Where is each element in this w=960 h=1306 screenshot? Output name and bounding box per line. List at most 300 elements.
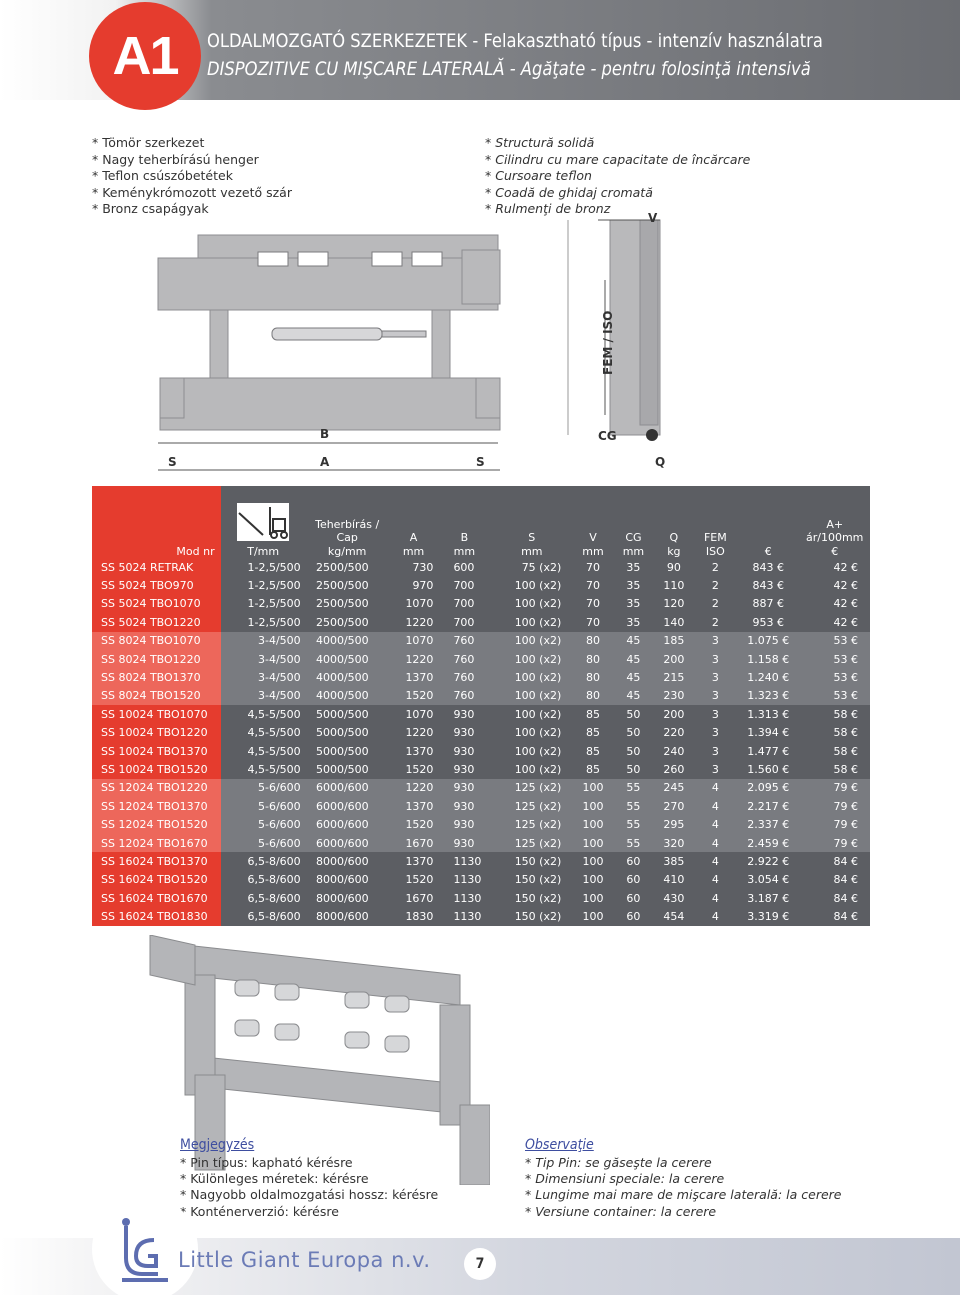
table-cell: 4000/500: [315, 689, 369, 703]
table-cell: 35: [626, 597, 641, 611]
table-cell: 80: [585, 634, 600, 648]
label-b: B: [320, 427, 330, 441]
table-cell: 50: [626, 762, 641, 776]
table-cell: 45: [626, 652, 641, 666]
table-cell: 35: [626, 615, 641, 629]
table-cell: SS 16024 TBO1670: [92, 889, 221, 907]
table-cell: 90: [666, 560, 681, 574]
feature-ro-item: * Cursoare teflon: [485, 168, 750, 185]
table-row: [92, 650, 870, 668]
table-cell: 1670: [405, 891, 434, 905]
table-cell: 1.394 €: [747, 726, 790, 740]
table-cell: 4000/500: [315, 634, 369, 648]
table-cell: 100 (x2): [514, 671, 562, 685]
table-cell: 35: [626, 560, 641, 574]
table-cell: SS 16024 TBO1370: [92, 852, 221, 870]
table-cell: 3-4/500: [258, 689, 301, 703]
col-header-t: T/mm: [221, 486, 306, 558]
table-cell: 8000/600: [315, 891, 369, 905]
col-header-q: Q kg: [654, 486, 693, 558]
table-cell: 42 €: [833, 615, 858, 629]
table-cell: 2.459 €: [747, 836, 790, 850]
notes-ro-title: Observaţie: [525, 1137, 594, 1153]
table-cell: 100: [582, 818, 604, 832]
table-cell: 1.323 €: [747, 689, 790, 703]
page-number: 7: [464, 1248, 496, 1280]
note-hu-item: * Pin típus: kapható kérésre: [180, 1155, 438, 1171]
notes-ro-list: [525, 1155, 841, 1220]
table-cell: 5-6/600: [258, 781, 301, 795]
table-cell: 6,5-8/600: [247, 873, 301, 887]
feature-ro-item: * Cilindru cu mare capacitate de încărcare: [485, 152, 750, 169]
table-cell: 1670: [405, 836, 434, 850]
table-cell: 410: [663, 873, 685, 887]
note-ro-item: * Tip Pin: se găseşte la cerere: [525, 1155, 841, 1171]
table-cell: 75 (x2): [521, 560, 562, 574]
table-cell: 930: [453, 836, 475, 850]
table-cell: 125 (x2): [514, 781, 562, 795]
table-cell: 100: [582, 781, 604, 795]
table-cell: SS 12024 TBO1370: [92, 797, 221, 815]
table-row: [92, 779, 870, 797]
table-cell: 85: [585, 707, 600, 721]
table-cell: 110: [663, 579, 685, 593]
table-cell: 8000/600: [315, 873, 369, 887]
table-cell: 1520: [405, 873, 434, 887]
table-row: [92, 742, 870, 760]
label-fem-iso: FEM / ISO: [601, 310, 615, 375]
table-cell: SS 5024 TBO970: [92, 576, 221, 594]
table-cell: 42 €: [833, 560, 858, 574]
notes-ro: [525, 1137, 841, 1220]
table-cell: 1.313 €: [747, 707, 790, 721]
table-cell: 5000/500: [315, 707, 369, 721]
col-header-price: €: [737, 486, 799, 558]
label-v: V: [648, 211, 658, 225]
table-cell: 45: [626, 689, 641, 703]
table-cell: 3.319 €: [747, 910, 790, 924]
table-cell: 2: [711, 579, 719, 593]
table-cell: 185: [663, 634, 685, 648]
table-cell: 3-4/500: [258, 652, 301, 666]
table-cell: 1.240 €: [747, 671, 790, 685]
label-cg: CG: [598, 429, 617, 443]
table-cell: 1370: [405, 799, 434, 813]
table-cell: 5-6/600: [258, 818, 301, 832]
feature-hu-item: * Bronz csapágyak: [92, 201, 292, 218]
table-cell: 1-2,5/500: [247, 579, 301, 593]
table-cell: SS 5024 TBO1220: [92, 613, 221, 631]
table-cell: 4: [711, 873, 719, 887]
table-cell: 1520: [405, 818, 434, 832]
table-cell: 125 (x2): [514, 818, 562, 832]
table-cell: 6,5-8/600: [247, 891, 301, 905]
table-cell: 4: [711, 836, 719, 850]
feature-hu-item: * Tömör szerkezet: [92, 135, 292, 152]
feature-hu-item: * Keménykrómozott vezető szár: [92, 185, 292, 202]
table-cell: 730: [412, 560, 434, 574]
table-row: [92, 760, 870, 778]
table-cell: 70: [585, 615, 600, 629]
label-s-right: S: [476, 455, 485, 469]
technical-drawing: [150, 210, 850, 480]
note-ro-item: * Versiune container: la cerere: [525, 1204, 841, 1220]
table-row: [92, 558, 870, 576]
table-cell: 1220: [405, 781, 434, 795]
table-cell: 100 (x2): [514, 762, 562, 776]
table-cell: 930: [453, 781, 475, 795]
table-row: [92, 871, 870, 889]
table-cell: 79 €: [833, 836, 858, 850]
table-cell: 100 (x2): [514, 579, 562, 593]
table-cell: 1220: [405, 726, 434, 740]
features-ro: [485, 135, 750, 218]
table-cell: SS 10024 TBO1220: [92, 724, 221, 742]
table-cell: 5000/500: [315, 744, 369, 758]
table-row: [92, 576, 870, 594]
table-cell: 150 (x2): [514, 854, 562, 868]
table-cell: 1220: [405, 615, 434, 629]
table-cell: 1070: [405, 707, 434, 721]
table-cell: 2500/500: [315, 597, 369, 611]
table-cell: 4: [711, 891, 719, 905]
col-header-s: S mm: [490, 486, 573, 558]
table-cell: SS 16024 TBO1520: [92, 871, 221, 889]
table-cell: 4: [711, 799, 719, 813]
table-cell: 4: [711, 781, 719, 795]
table-cell: SS 5024 RETRAK: [92, 558, 221, 576]
table-cell: 930: [453, 707, 475, 721]
table-cell: 1370: [405, 671, 434, 685]
table-cell: 760: [453, 671, 475, 685]
feature-ro-item: * Coadă de ghidaj cromată: [485, 185, 750, 202]
table-cell: 1070: [405, 634, 434, 648]
table-cell: 1070: [405, 597, 434, 611]
col-header-b: B mm: [438, 486, 490, 558]
table-cell: SS 10024 TBO1370: [92, 742, 221, 760]
col-header-model: Mod nr: [92, 486, 221, 558]
table-cell: 385: [663, 854, 685, 868]
table-cell: 4,5-5/500: [247, 744, 301, 758]
table-cell: 3: [711, 652, 719, 666]
page-title-ro: DISPOZITIVE CU MIŞCARE LATERALĂ - Agăţate - pentru folosinţă intensivă: [207, 58, 811, 80]
table-cell: SS 10024 TBO1070: [92, 705, 221, 723]
table-cell: 3-4/500: [258, 634, 301, 648]
table-cell: 760: [453, 652, 475, 666]
table-cell: 3: [711, 671, 719, 685]
table-cell: 53 €: [833, 689, 858, 703]
table-cell: 150 (x2): [514, 891, 562, 905]
feature-hu-item: * Teflon csúszóbetétek: [92, 168, 292, 185]
table-cell: SS 12024 TBO1520: [92, 815, 221, 833]
table-cell: 200: [663, 652, 685, 666]
table-cell: 4000/500: [315, 671, 369, 685]
table-header-row: [92, 486, 870, 558]
table-cell: SS 8024 TBO1220: [92, 650, 221, 668]
table-cell: 42 €: [833, 597, 858, 611]
table-cell: SS 12024 TBO1220: [92, 779, 221, 797]
col-header-capacity: Teherbírás / Cap kg/mm: [306, 486, 389, 558]
table-cell: 1370: [405, 854, 434, 868]
table-cell: 215: [663, 671, 685, 685]
label-a: A: [320, 455, 330, 469]
table-cell: 295: [663, 818, 685, 832]
table-cell: 3: [711, 744, 719, 758]
table-cell: 1130: [453, 910, 482, 924]
table-cell: 100: [582, 854, 604, 868]
notes-hu: [180, 1137, 438, 1220]
table-cell: 430: [663, 891, 685, 905]
table-cell: 150 (x2): [514, 873, 562, 887]
table-cell: 1130: [453, 873, 482, 887]
table-cell: 1-2,5/500: [247, 615, 301, 629]
table-cell: 80: [585, 671, 600, 685]
table-cell: 700: [453, 579, 475, 593]
col-header-price-per-100mm: A+ ár/100mm €: [799, 486, 870, 558]
table-cell: 4,5-5/500: [247, 707, 301, 721]
table-cell: 125 (x2): [514, 836, 562, 850]
table-cell: 843 €: [752, 560, 784, 574]
table-cell: 2: [711, 560, 719, 574]
table-cell: 58 €: [833, 744, 858, 758]
table-cell: 700: [453, 597, 475, 611]
table-cell: 1-2,5/500: [247, 597, 301, 611]
table-cell: 887 €: [752, 597, 784, 611]
label-q: Q: [655, 455, 666, 469]
table-cell: 55: [626, 818, 641, 832]
col-header-a: A mm: [389, 486, 439, 558]
company-name: Little Giant Europa n.v.: [178, 1248, 431, 1272]
table-cell: 100: [582, 799, 604, 813]
note-hu-item: * Konténerverzió: kérésre: [180, 1204, 438, 1220]
table-row: [92, 907, 870, 925]
table-cell: 79 €: [833, 818, 858, 832]
table-cell: 240: [663, 744, 685, 758]
label-s-left: S: [168, 455, 177, 469]
notes-hu-title: Megjegyzés: [180, 1137, 255, 1153]
page-title-hu: OLDALMOZGATÓ SZERKEZETEK - Felakasztható típus - intenzív használatra: [207, 30, 823, 52]
table-cell: 35: [626, 579, 641, 593]
table-cell: 53 €: [833, 671, 858, 685]
table-cell: 6000/600: [315, 799, 369, 813]
table-cell: 1130: [453, 891, 482, 905]
table-cell: 5-6/600: [258, 799, 301, 813]
table-cell: SS 8024 TBO1370: [92, 668, 221, 686]
table-cell: 58 €: [833, 726, 858, 740]
table-cell: 79 €: [833, 781, 858, 795]
table-cell: 100 (x2): [514, 597, 562, 611]
feature-hu-item: * Nagy teherbírású henger: [92, 152, 292, 169]
table-cell: 230: [663, 689, 685, 703]
table-cell: 930: [453, 762, 475, 776]
table-cell: SS 10024 TBO1520: [92, 760, 221, 778]
table-cell: 100: [582, 891, 604, 905]
table-cell: 120: [663, 597, 685, 611]
table-cell: 4000/500: [315, 652, 369, 666]
table-cell: 100 (x2): [514, 634, 562, 648]
table-cell: 5000/500: [315, 762, 369, 776]
table-cell: 1370: [405, 744, 434, 758]
table-cell: 60: [626, 891, 641, 905]
table-cell: 1-2,5/500: [247, 560, 301, 574]
table-cell: 100 (x2): [514, 726, 562, 740]
table-cell: 245: [663, 781, 685, 795]
note-hu-item: * Különleges méretek: kérésre: [180, 1171, 438, 1187]
feature-ro-item: * Structură solidă: [485, 135, 750, 152]
table-cell: 80: [585, 652, 600, 666]
table-cell: 260: [663, 762, 685, 776]
feature-ro-item: * Rulmenţi de bronz: [485, 201, 750, 218]
table-cell: 5-6/600: [258, 836, 301, 850]
table-cell: 3-4/500: [258, 671, 301, 685]
table-cell: 84 €: [833, 910, 858, 924]
features-hu: [92, 135, 292, 218]
table-cell: 100 (x2): [514, 615, 562, 629]
table-cell: 80: [585, 689, 600, 703]
table-cell: 1130: [453, 854, 482, 868]
section-badge: A1: [89, 2, 201, 110]
table-row: [92, 613, 870, 631]
table-cell: 53 €: [833, 634, 858, 648]
table-cell: 6000/600: [315, 781, 369, 795]
table-cell: 4: [711, 818, 719, 832]
table-cell: 1520: [405, 689, 434, 703]
table-cell: 3: [711, 634, 719, 648]
table-cell: 930: [453, 744, 475, 758]
table-cell: 100: [582, 873, 604, 887]
table-cell: 4,5-5/500: [247, 762, 301, 776]
table-cell: 2.217 €: [747, 799, 790, 813]
table-cell: 60: [626, 873, 641, 887]
table-cell: 2: [711, 615, 719, 629]
table-cell: 85: [585, 762, 600, 776]
table-cell: 2.922 €: [747, 854, 790, 868]
table-cell: SS 8024 TBO1520: [92, 687, 221, 705]
table-cell: 1830: [405, 910, 434, 924]
table-cell: 100: [582, 836, 604, 850]
table-cell: 4,5-5/500: [247, 726, 301, 740]
table-cell: 50: [626, 726, 641, 740]
table-cell: 220: [663, 726, 685, 740]
table-cell: 58 €: [833, 707, 858, 721]
table-cell: 320: [663, 836, 685, 850]
table-cell: 1.075 €: [747, 634, 790, 648]
notes-hu-list: [180, 1155, 438, 1220]
center-of-gravity-icon: [646, 429, 658, 441]
table-cell: 1.477 €: [747, 744, 790, 758]
table-cell: 5000/500: [315, 726, 369, 740]
table-row: [92, 797, 870, 815]
table-cell: SS 5024 TBO1070: [92, 595, 221, 613]
table-cell: 930: [453, 726, 475, 740]
table-cell: 60: [626, 910, 641, 924]
table-cell: 50: [626, 744, 641, 758]
note-hu-item: * Nagyobb oldalmozgatási hossz: kérésre: [180, 1187, 438, 1203]
table-cell: 60: [626, 854, 641, 868]
table-cell: 58 €: [833, 762, 858, 776]
table-cell: 100: [582, 910, 604, 924]
note-ro-item: * Lungime mai mare de mişcare laterală: la cerere: [525, 1187, 841, 1203]
table-cell: 8000/600: [315, 854, 369, 868]
table-cell: 70: [585, 597, 600, 611]
table-cell: 79 €: [833, 799, 858, 813]
table-cell: 8000/600: [315, 910, 369, 924]
table-cell: 953 €: [752, 615, 784, 629]
table-cell: 53 €: [833, 652, 858, 666]
table-row: [92, 852, 870, 870]
table-cell: 1.560 €: [747, 762, 790, 776]
table-cell: 45: [626, 671, 641, 685]
table-cell: 4: [711, 854, 719, 868]
table-cell: 970: [412, 579, 434, 593]
table-cell: 200: [663, 707, 685, 721]
table-cell: 6000/600: [315, 836, 369, 850]
table-cell: 1520: [405, 762, 434, 776]
table-cell: 6,5-8/600: [247, 910, 301, 924]
table-row: [92, 705, 870, 723]
table-cell: 84 €: [833, 891, 858, 905]
table-cell: 2500/500: [315, 579, 369, 593]
table-cell: 930: [453, 799, 475, 813]
table-cell: 6000/600: [315, 818, 369, 832]
table-cell: 1220: [405, 652, 434, 666]
table-cell: 930: [453, 818, 475, 832]
table-cell: 45: [626, 634, 641, 648]
table-cell: 100 (x2): [514, 707, 562, 721]
table-cell: 843 €: [752, 579, 784, 593]
table-cell: 55: [626, 781, 641, 795]
table-cell: SS 12024 TBO1670: [92, 834, 221, 852]
table-cell: 2: [711, 597, 719, 611]
table-cell: 6,5-8/600: [247, 854, 301, 868]
table-cell: 3: [711, 726, 719, 740]
col-header-cg: CG mm: [613, 486, 654, 558]
table-cell: 100 (x2): [514, 652, 562, 666]
table-cell: SS 16024 TBO1830: [92, 907, 221, 925]
table-cell: 454: [663, 910, 685, 924]
table-row: [92, 815, 870, 833]
table-cell: 85: [585, 726, 600, 740]
table-cell: 100 (x2): [514, 744, 562, 758]
table-cell: 2.337 €: [747, 818, 790, 832]
table-cell: SS 8024 TBO1070: [92, 632, 221, 650]
note-ro-item: * Dimensiuni speciale: la cerere: [525, 1171, 841, 1187]
table-cell: 140: [663, 615, 685, 629]
table-cell: 150 (x2): [514, 910, 562, 924]
table-cell: 70: [585, 560, 600, 574]
table-cell: 70: [585, 579, 600, 593]
forklift-icon: [237, 503, 289, 541]
table-cell: 760: [453, 689, 475, 703]
table-cell: 55: [626, 836, 641, 850]
table-row: [92, 724, 870, 742]
spec-table: [92, 486, 870, 926]
table-cell: 4: [711, 910, 719, 924]
table-cell: 100 (x2): [514, 689, 562, 703]
table-row: [92, 834, 870, 852]
table-cell: 2.095 €: [747, 781, 790, 795]
table-cell: 3.187 €: [747, 891, 790, 905]
table-row: [92, 668, 870, 686]
table-cell: 42 €: [833, 579, 858, 593]
table-cell: 84 €: [833, 873, 858, 887]
table-cell: 50: [626, 707, 641, 721]
table-cell: 85: [585, 744, 600, 758]
table-cell: 1.158 €: [747, 652, 790, 666]
table-row: [92, 632, 870, 650]
col-header-fem: FEM ISO: [694, 486, 738, 558]
table-cell: 760: [453, 634, 475, 648]
